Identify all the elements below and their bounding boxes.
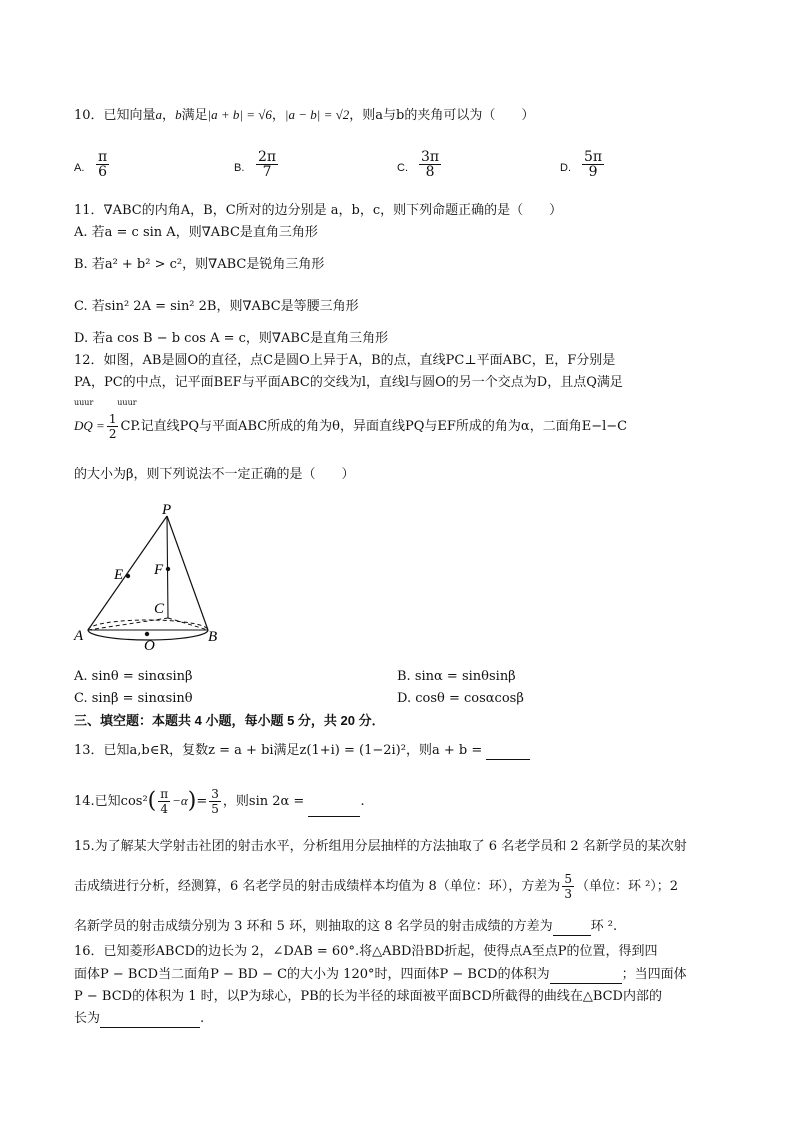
numerator: 2π [258,149,277,165]
q11-option-b[interactable]: B. 若a² + b² > c²，则∇ABC是锐角三角形 [74,257,325,272]
q13-text: 13．已知a,b∈R，复数z = a + bi满足z(1+i) = (1−2i)²，则a + b = [74,743,487,758]
q16-answer-blank-1[interactable] [550,971,622,984]
q16-line4-post: . [200,1011,205,1026]
q10-cond1: |a + b| = √6 [207,107,272,122]
q12-line2: PA，PC的中点，记平面BEF与平面ABC的交线为l，直线l与圆O的另一个交点为D，且点Q满足 [74,375,623,390]
q11-stem: 11．∇ABC的内角A，B，C所对的边分别是 a，b，c，则下列命题正确的是（ ） [74,203,563,218]
denominator: 4 [160,802,169,816]
denominator: 8 [425,164,435,180]
section-3-heading: 三、填空题：本题共 4 小题，每小题 5 分，共 20 分． [74,713,385,728]
q14-answer-blank[interactable] [308,804,360,817]
q10-stem-pre: 10．已知向量 [74,108,156,123]
q16-line1: 16．已知菱形ABCD的边长为 2，∠DAB = 60°.将△ABD沿BD折起，使得点A至点P的位置，得到四 [74,944,658,959]
numerator: 5π [584,149,603,165]
q15-line2-post: （单位：环 ²）；2 [575,879,679,894]
q15-line3-pre: 名新学员的射击成绩分别为 3 环和 5 环，则抽取的这 8 名学员的射击成绩的方差为 [74,919,553,934]
label-a: A [74,628,84,644]
q16-line3: P − BCD的体积为 1 时，以P为球心，PB的长为半径的球面被平面BCD所截得的曲线在△BCD内部的 [74,989,662,1004]
q12-lhs: DQ = [74,418,105,433]
denominator: 2 [108,427,117,441]
edge-pb [167,516,208,630]
denominator: 6 [98,164,108,180]
q12-option-b[interactable]: B. sinα = sinθsinβ [397,669,516,684]
q14-end: . [360,794,365,809]
numerator: 3 [211,787,219,801]
q12-option-d[interactable]: D. cosθ = cosαcosβ [397,691,524,706]
q15-fraction [562,872,574,901]
point-f [166,567,170,571]
q10-cond-word: 满足 [181,108,208,123]
denominator: 9 [588,164,598,180]
q16-line2 [74,966,687,984]
label-p: P [162,502,172,518]
point-o [145,632,149,636]
option-fraction [256,150,278,179]
q12-line1: 12．如图，AB是圆O的直径，点C是圆O上异于A，B的点，直线PC⊥平面ABC，E，F分别是 [74,353,616,368]
q15-line1: 15.为了解某大学射击社团的射击水平，分析组用分层抽样的方法抽取了 6 名老学员和 2 名新学员的某次射 [74,839,687,854]
q15-line2-pre: 击成绩进行分析，经测算，6 名老学员的射击成绩样本均值为 8（单位：环），方差为 [74,879,561,894]
q12-line4: 的大小为β，则下列说法不一定正确的是（ ） [74,467,355,482]
q12-vector-marks: uuur uuur [74,398,137,407]
denominator: 3 [564,887,572,901]
label-f: F [154,562,164,578]
point-e [126,574,130,578]
numerator: π [160,787,169,801]
label-c: C [154,601,165,617]
option-fraction [96,150,109,179]
q15-line3 [74,918,617,936]
q14-mid: −α [172,793,188,808]
cone-figure [70,500,230,652]
label-e: E [114,567,124,583]
option-label: D. [560,162,571,174]
q14-post: ，则sin 2α = [222,794,309,809]
numerator: 5 [564,872,572,886]
q11-option-c[interactable]: C. 若sin² 2A = sin² 2B，则∇ABC是等腰三角形 [74,299,359,314]
numerator: π [98,149,108,165]
vector-a: a [155,107,163,122]
q11-option-a[interactable]: A. 若a = c sin A，则∇ABC是直角三角形 [74,225,318,240]
q16-line2-pre: 面体P − BCD当二面角P − BD − C的大小为 120°时，四面体P − BCD的体积为 [74,967,550,982]
option-label: C. [397,162,408,174]
q16-line2-post: ；当四面体 [621,967,687,982]
label-b: B [208,629,218,645]
q10-cond2: |a − b| = √2 [284,107,350,122]
edge-cb [168,618,208,630]
vector-b: b [175,107,182,122]
q16-answer-blank-2[interactable] [100,1015,200,1028]
q14: 14.已知cos²( $\frac{\pi}{4}$ −α)= $\frac{3}{5}$ ，则sin 2α = . [74,787,365,816]
q12-line3 [74,412,627,441]
q14-eq: = [196,794,208,809]
q10-stem: 10．已知向量a，b满足|a + b| = √6，|a − b| = √2，则a与b的夹角可以为（ ） [74,107,535,123]
q13 [74,742,530,760]
label-o: O [144,638,155,652]
denominator: 5 [211,802,219,816]
q13-answer-blank[interactable] [486,747,530,760]
q15-line3-post: 环 ². [590,919,618,934]
q12-option-c[interactable]: C. sinβ = sinαsinθ [74,691,193,706]
q14-rhs-fraction [209,787,221,816]
q14-pre: 14.已知cos² [74,794,148,809]
q15-line2 [74,872,678,902]
option-fraction [582,150,604,179]
option-label: A. [74,162,85,174]
q11-option-d[interactable]: D. 若a cos B − b cos A = c，则∇ABC是直角三角形 [74,331,389,346]
q16-line4-pre: 长为 [74,1011,101,1026]
numerator: 3π [421,149,440,165]
q12-option-a[interactable]: A. sinθ = sinαsinβ [74,669,193,684]
q15-answer-blank[interactable] [553,923,591,936]
q12-line3-rest: CP.记直线PQ与平面ABC所成的角为θ，异面直线PQ与EF所成的角为α，二面角E−l−C [120,419,628,434]
option-fraction [419,150,441,179]
q16-line4 [74,1010,204,1028]
q10-stem-post: ，则a与b的夹角可以为（ ） [349,108,535,123]
q14-fraction [158,787,170,816]
denominator: 7 [262,164,272,180]
numerator: 1 [108,412,117,426]
option-label: B. [234,162,245,174]
q12-fraction [107,412,119,441]
